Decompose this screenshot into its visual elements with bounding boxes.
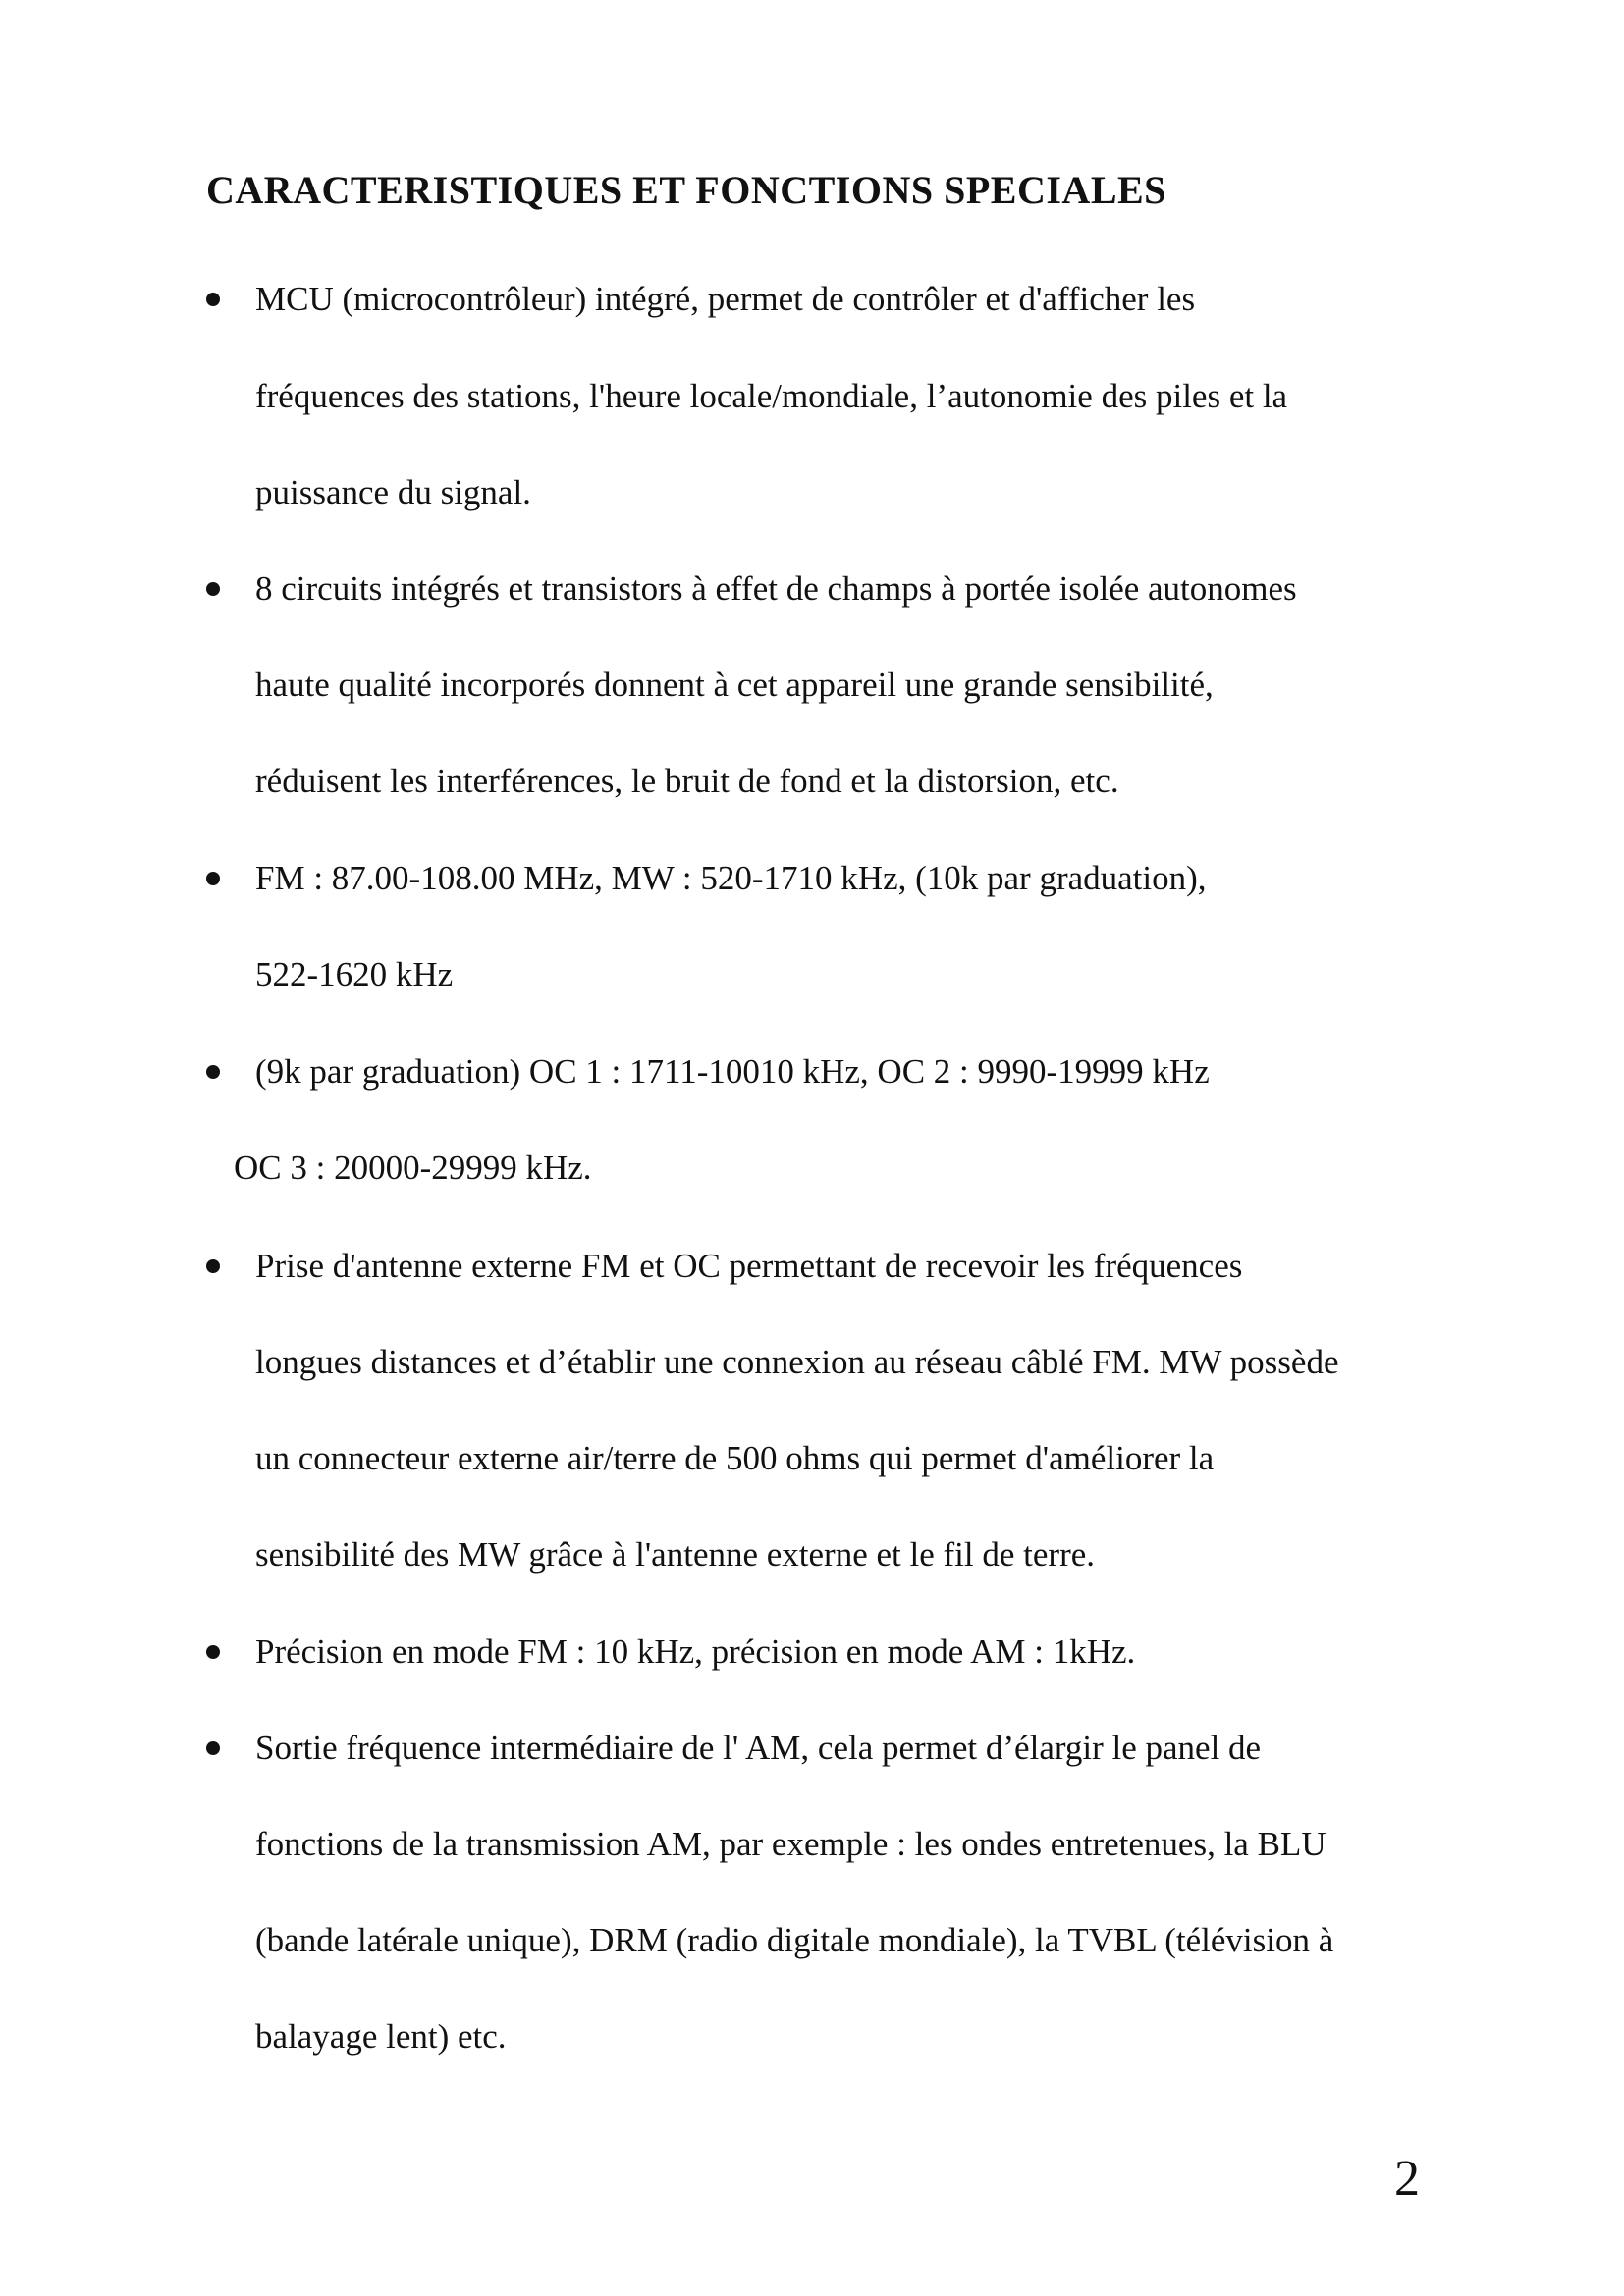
bullet-icon [206,1259,220,1273]
bullet-icon [206,1741,220,1755]
bullet-icon [206,1065,220,1079]
list-item-line: 8 circuits intégrés et transistors à effet de champs à portée isolée autonomes [255,569,1297,608]
list-item-line: balayage lent) etc. [255,2017,507,2056]
list-item-line: Précision en mode FM : 10 kHz, précision en mode AM : 1kHz. [255,1632,1136,1671]
list-item-line: MCU (microcontrôleur) intégré, permet de contrôler et d'afficher les [255,280,1196,318]
list-item-line: Prise d'antenne externe FM et OC permettant de recevoir les fréquences [255,1247,1243,1285]
bullet-icon [206,872,220,885]
list-item-line: haute qualité incorporés donnent à cet appareil une grande sensibilité, [255,666,1214,704]
list-item-line: réduisent les interférences, le bruit de fond et la distorsion, etc. [255,762,1119,800]
list-item-line: Sortie fréquence intermédiaire de l' AM, cela permet d’élargir le panel de [255,1729,1262,1767]
list-item-line: (9k par graduation) OC 1 : 1711-10010 kHz, OC 2 : 9990-19999 kHz [255,1052,1210,1091]
list-item-line: (bande latérale unique), DRM (radio digitale mondiale), la TVBL (télévision à [255,1921,1334,1959]
list-item-line: 522-1620 kHz [255,955,454,993]
bullet-icon [206,582,220,596]
list-item-line: FM : 87.00-108.00 MHz, MW : 520-1710 kHz, (10k par graduation), [255,859,1207,897]
page-number: 2 [1394,2151,1420,2207]
bullet-icon [206,1645,220,1659]
bullet-icon [206,293,220,306]
list-item-line: fréquences des stations, l'heure locale/mondiale, l’autonomie des piles et la [255,377,1288,415]
list-item-line: fonctions de la transmission AM, par exemple : les ondes entretenues, la BLU [255,1825,1326,1863]
list-item-line: OC 3 : 20000-29999 kHz. [234,1148,592,1187]
list-item-line: un connecteur externe air/terre de 500 ohms qui permet d'améliorer la [255,1439,1215,1477]
list-item-line: sensibilité des MW grâce à l'antenne externe et le fil de terre. [255,1535,1096,1574]
page-title: CARACTERISTIQUES ET FONCTIONS SPECIALES [206,168,1166,212]
list-item-line: puissance du signal. [255,473,531,511]
list-item-line: longues distances et d’établir une connexion au réseau câblé FM. MW possède [255,1343,1339,1381]
